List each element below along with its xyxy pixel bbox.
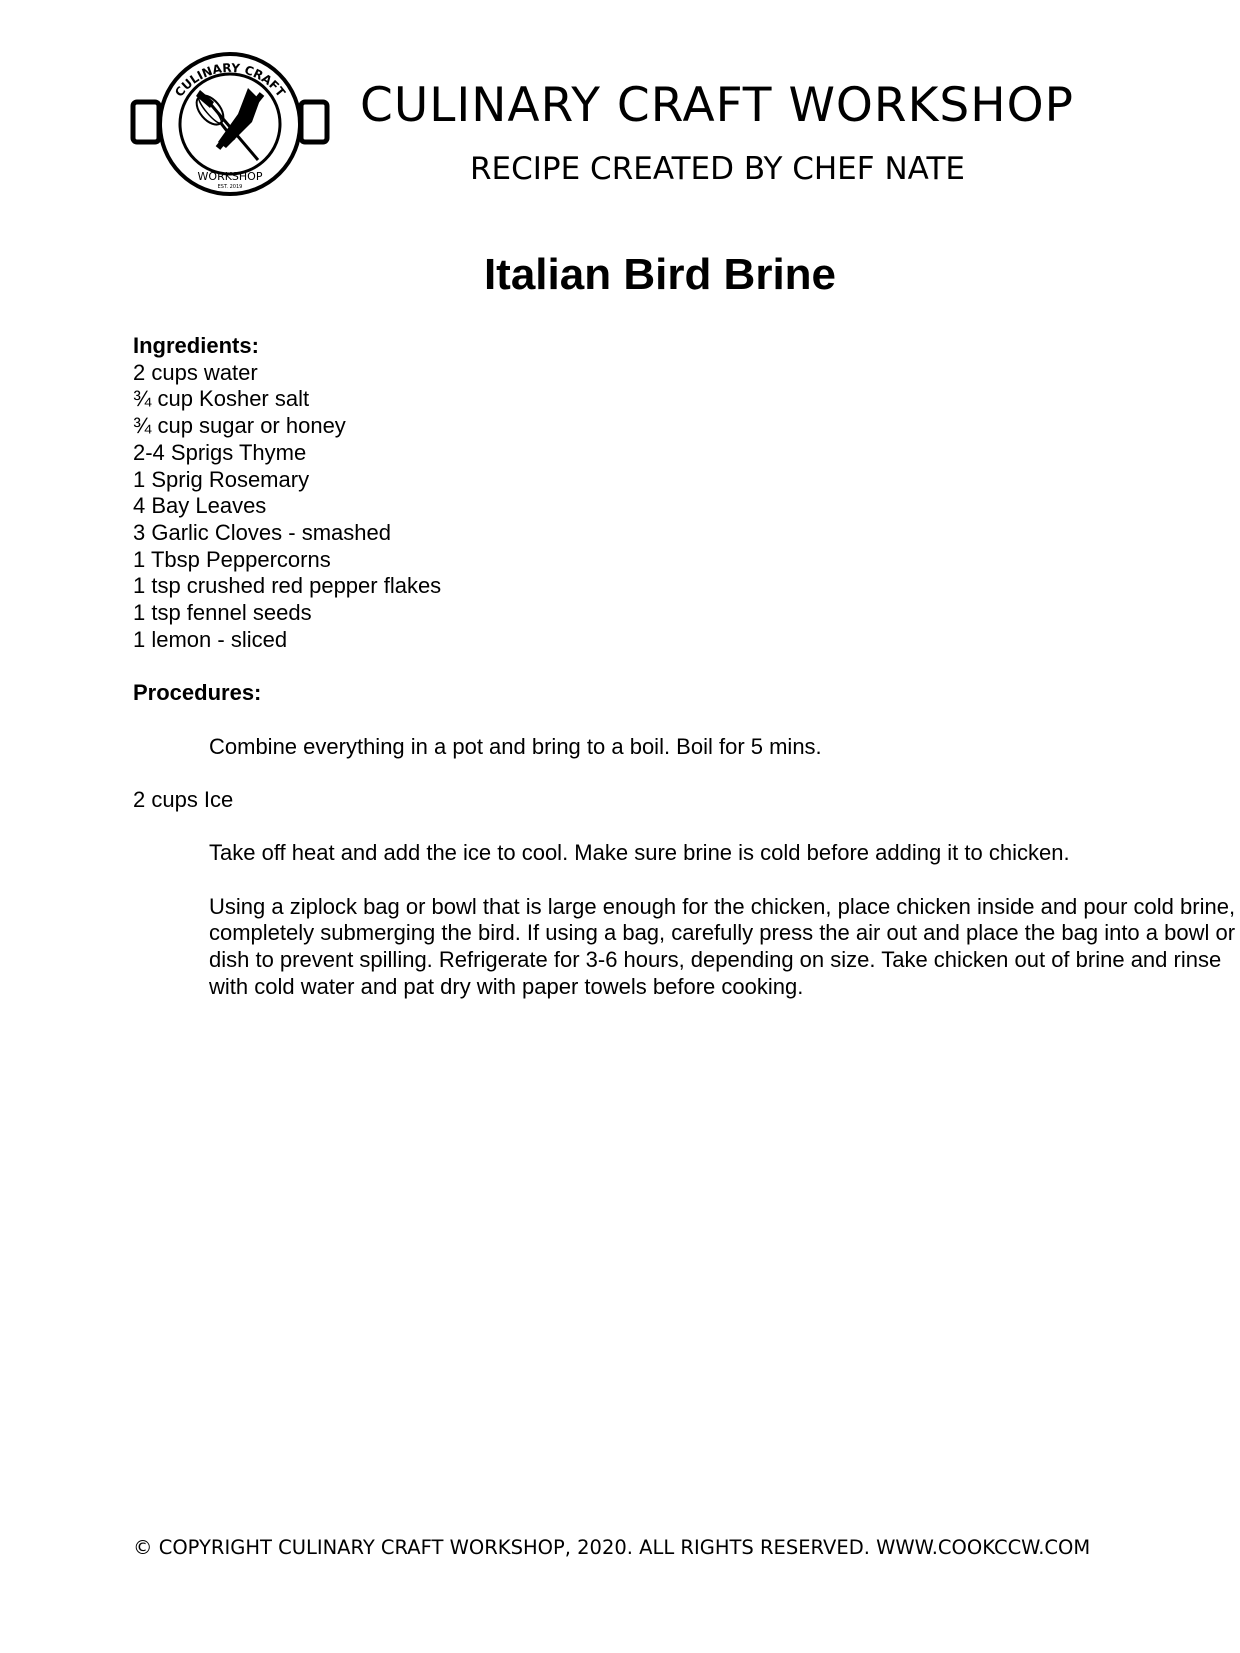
procedures-heading: Procedures:	[133, 680, 262, 706]
procedure-step-2: Take off heat and add the ice to cool. Make sure brine is cold before adding it to chicken.	[209, 840, 1070, 866]
logo-ring-text-bottom: WORKSHOP	[197, 170, 263, 183]
ingredient-item: 1 tsp crushed red pepper flakes	[133, 573, 442, 599]
ingredient-list	[133, 360, 1133, 654]
ingredient-item: ¾ cup Kosher salt	[133, 386, 310, 412]
logo-ring-text-top: CULINARY CRAFT	[172, 60, 288, 100]
recipe-body	[133, 333, 1236, 1001]
culinary-craft-logo	[130, 52, 330, 212]
brand-title: CULINARY CRAFT WORKSHOP	[360, 78, 1074, 133]
brand-subtitle: RECIPE CREATED BY CHEF NATE	[470, 151, 965, 187]
ingredient-item: 4 Bay Leaves	[133, 493, 267, 519]
ingredient-item: 1 lemon - sliced	[133, 626, 288, 652]
recipe-title: Italian Bird Brine	[483, 250, 837, 299]
ingredient-item: 1 Tbsp Peppercorns	[133, 546, 331, 572]
ingredient-item: 1 Sprig Rosemary	[133, 466, 310, 492]
ingredient-item: 3 Garlic Cloves - smashed	[133, 519, 391, 545]
copyright-footer: © COPYRIGHT CULINARY CRAFT WORKSHOP, 2020. ALL RIGHTS RESERVED. WWW.COOKCCW.COM	[133, 1536, 1091, 1559]
page-header	[130, 52, 1110, 212]
ingredient-item: 2 cups water	[133, 359, 258, 385]
procedure-step-1: Combine everything in a pot and bring to a boil. Boil for 5 mins.	[209, 733, 822, 759]
extra-ingredient: 2 cups Ice	[133, 786, 234, 812]
logo-est-text: EST. 2019	[217, 184, 243, 190]
ingredients-heading: Ingredients:	[133, 333, 259, 358]
procedure-step-3: Using a ziplock bag or bowl that is large enough for the chicken, place chicken inside and pour cold brine, completely submerging the bird. If using a bag, carefully press the air out and place the bag into a bowl or dish to prevent spilling. Refrigerate for 3-6 hours, depending on size. Take chicken out of brine and rinse with cold water and pat dry with paper towels before cooking.	[209, 893, 1236, 999]
ingredient-item: 1 tsp fennel seeds	[133, 600, 312, 626]
ingredient-item: ¾ cup sugar or honey	[133, 413, 346, 439]
ingredient-item: 2-4 Sprigs Thyme	[133, 439, 307, 465]
